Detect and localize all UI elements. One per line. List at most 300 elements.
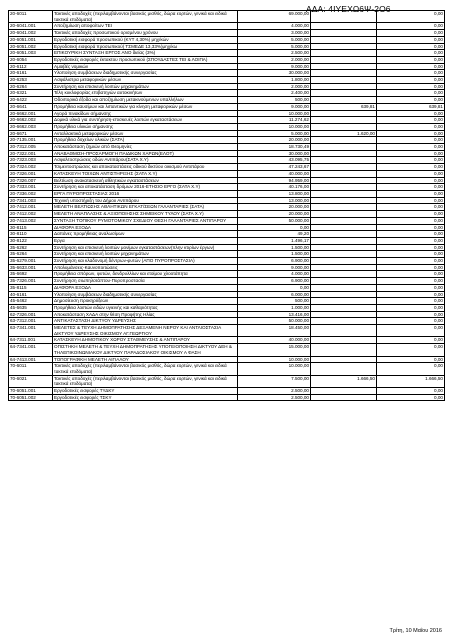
balance-cell: 0,00 bbox=[377, 231, 445, 238]
amount-cell: 50.000,00 bbox=[238, 318, 311, 325]
code-cell: 20-6054 bbox=[9, 56, 53, 63]
description-cell: Εργα bbox=[53, 237, 238, 244]
table-row bbox=[9, 204, 445, 211]
amount-cell: 10.000,00 bbox=[238, 356, 311, 363]
description-cell: Προμήθεια υλικών σήμανσης bbox=[53, 123, 238, 130]
balance-cell: 0,00 bbox=[377, 177, 445, 184]
balance-cell: 0,00 bbox=[377, 137, 445, 144]
code-cell: 20-6662.001 bbox=[9, 110, 53, 117]
code-cell: 64-7413.001 bbox=[9, 356, 53, 363]
balance-cell: 0,00 bbox=[377, 311, 445, 318]
amount-cell: 13.000,00 bbox=[238, 197, 311, 204]
description-cell: Οδοιπορικά έξοδα και αποζημίωση μετακινούμενων υπαλλήλων bbox=[53, 97, 238, 104]
balance-cell: 0,00 bbox=[377, 97, 445, 104]
code-cell: 20-7322.001 bbox=[9, 150, 53, 157]
code-cell: 20-7324.002 bbox=[9, 164, 53, 171]
code-cell: 35-6633.001 bbox=[9, 264, 53, 271]
amount-cell: 2.000,00 bbox=[238, 83, 311, 90]
paid-amount-cell bbox=[311, 123, 377, 130]
amount-cell: 3.000,00 bbox=[238, 30, 311, 37]
table-row bbox=[9, 298, 445, 305]
code-cell: 20-6321 bbox=[9, 90, 53, 97]
table-row bbox=[9, 11, 445, 23]
amount-cell: 6.900,00 bbox=[238, 278, 311, 285]
description-cell: Αμοιβές νομικών bbox=[53, 63, 238, 70]
amount-cell: 1.000,00 bbox=[238, 304, 311, 311]
balance-cell: 0,00 bbox=[377, 190, 445, 197]
paid-amount-cell bbox=[311, 217, 377, 224]
balance-cell: 0,00 bbox=[377, 50, 445, 57]
table-row bbox=[9, 363, 445, 375]
paid-amount-cell bbox=[311, 278, 377, 285]
description-cell: Δομικά υλικά για συντήρηση-επισκευές λοιπών εγκαταστάσεων bbox=[53, 117, 238, 124]
amount-cell: 4.000,00 bbox=[238, 23, 311, 30]
paid-amount-cell bbox=[311, 231, 377, 238]
balance-cell: 0,00 bbox=[377, 344, 445, 356]
code-cell: 45-6462 bbox=[9, 298, 53, 305]
table-row bbox=[9, 157, 445, 164]
paid-amount-cell bbox=[311, 251, 377, 258]
code-cell: 20-6264 bbox=[9, 83, 53, 90]
paid-amount-cell bbox=[311, 291, 377, 298]
amount-cell: 15.000,00 bbox=[238, 344, 311, 356]
table-row bbox=[9, 63, 445, 70]
table-row bbox=[9, 284, 445, 291]
paid-amount-cell bbox=[311, 150, 377, 157]
amount-cell: 20.000,00 bbox=[238, 137, 311, 144]
code-cell: 20-6051.001 bbox=[9, 36, 53, 43]
budget-table bbox=[8, 10, 445, 401]
paid-amount-cell bbox=[311, 63, 377, 70]
amount-cell: 6.000,00 bbox=[238, 291, 311, 298]
balance-cell: 0,00 bbox=[377, 244, 445, 251]
balance-cell: 0,00 bbox=[377, 123, 445, 130]
amount-cell: 30.000,00 bbox=[238, 150, 311, 157]
description-cell: ΕΡΓΑ ΠΥΡΟΠΡΟΣΤΑΣΙΑΣ 2016 bbox=[53, 190, 238, 197]
amount-cell: 5.000,00 bbox=[238, 43, 311, 50]
amount-cell: 5.000,00 bbox=[238, 36, 311, 43]
amount-cell: 2.500,00 bbox=[238, 388, 311, 395]
amount-cell: 10.000,00 bbox=[238, 123, 311, 130]
amount-cell: 4.000,00 bbox=[238, 271, 311, 278]
table-row bbox=[9, 50, 445, 57]
table-row bbox=[9, 311, 445, 318]
amount-cell: 6.900,00 bbox=[238, 258, 311, 265]
paid-amount-cell bbox=[311, 164, 377, 171]
paid-amount-cell bbox=[311, 137, 377, 144]
amount-cell: 18.450,00 bbox=[238, 325, 311, 337]
amount-cell: 1.500,00 bbox=[238, 251, 311, 258]
balance-cell: 0,00 bbox=[377, 217, 445, 224]
paid-amount-cell bbox=[311, 197, 377, 204]
paid-amount-cell bbox=[311, 298, 377, 305]
description-cell: ΕΠΙΚΟΥΡΙΚΗ ΣΥΝΤΑΞΗ ΕΡΓΟΣ ΑΝΟ διείας (3%) bbox=[53, 50, 238, 57]
table-row bbox=[9, 278, 445, 285]
amount-cell: 43.095,75 bbox=[238, 157, 311, 164]
table-row bbox=[9, 251, 445, 258]
description-cell: ΑΝΑΒΑΘΜΙΣΗ-ΠΡΟΣΑΡΜΟΓΗ ΠΑΙΔΙΚΩΝ ΧΑΡΩΝ(ΕΛΟΤ) bbox=[53, 150, 238, 157]
code-cell: 62-7326.001 bbox=[9, 311, 53, 318]
paid-amount-cell bbox=[311, 311, 377, 318]
paid-amount-cell bbox=[311, 224, 377, 231]
code-cell: 40-6161 bbox=[9, 291, 53, 298]
table-row bbox=[9, 117, 445, 124]
balance-cell: 0,00 bbox=[377, 258, 445, 265]
description-cell: Συντήρηση και κλαδονομή δέντρων-φυτών (ΑΠΟ ΠΥΡΟΠΡΟΣΤΑΣΙΑ) bbox=[53, 258, 238, 265]
balance-cell: 0,00 bbox=[377, 150, 445, 157]
balance-cell: 0,00 bbox=[377, 271, 445, 278]
balance-cell: 0,00 bbox=[377, 318, 445, 325]
paid-amount-cell: 1.620,00 bbox=[311, 130, 377, 137]
paid-amount-cell bbox=[311, 363, 377, 375]
paid-amount-cell bbox=[311, 56, 377, 63]
code-cell: 20-6011 bbox=[9, 11, 53, 23]
description-cell: Εργοδοτική εισφορά προσωπικού( ΤΣΜΕΔΕ 13,33%)μηχ/κω bbox=[53, 43, 238, 50]
balance-cell: 0,00 bbox=[377, 388, 445, 395]
balance-cell: 0,00 bbox=[377, 298, 445, 305]
paid-amount-cell bbox=[311, 36, 377, 43]
paid-amount-cell bbox=[311, 271, 377, 278]
table-row bbox=[9, 325, 445, 337]
balance-cell: 0,00 bbox=[377, 157, 445, 164]
amount-cell: 0,00 bbox=[238, 224, 311, 231]
balance-cell: 0,00 bbox=[377, 130, 445, 137]
code-cell: 70-6011 bbox=[9, 363, 53, 375]
paid-amount-cell bbox=[311, 264, 377, 271]
table-row bbox=[9, 258, 445, 265]
paid-amount-cell bbox=[311, 70, 377, 77]
paid-amount-cell bbox=[311, 23, 377, 30]
balance-cell: 0,00 bbox=[377, 363, 445, 375]
table-row bbox=[9, 344, 445, 356]
amount-cell: 500,00 bbox=[238, 97, 311, 104]
table-row bbox=[9, 56, 445, 63]
code-cell: 35-7326.001 bbox=[9, 278, 53, 285]
code-cell: 45-6635 bbox=[9, 304, 53, 311]
code-cell: 20-6253 bbox=[9, 77, 53, 84]
amount-cell: 9.000,00 bbox=[238, 264, 311, 271]
description-cell: Συντήρηση και αποκατάσταση δρόμων 2016-ΕΤΗΣΙΟ ΕΡΓΟ (ΣΑΤΑ Χ.Υ) bbox=[53, 184, 238, 191]
balance-cell: 0,00 bbox=[377, 224, 445, 231]
description-cell: Ασφάλιστρα μεταφορικών μέσων bbox=[53, 77, 238, 84]
code-cell: 20-7312.005 bbox=[9, 144, 53, 151]
code-cell: 63-7341.001 bbox=[9, 325, 53, 337]
code-cell: 20-6161 bbox=[9, 70, 53, 77]
table-row bbox=[9, 83, 445, 90]
paid-amount-cell bbox=[311, 284, 377, 291]
description-cell: Ασφαλτοστρώσεις οδών Αντιπάρου(ΣΑΤΑ Χ.Υ) bbox=[53, 157, 238, 164]
paid-amount-cell bbox=[311, 50, 377, 57]
code-cell: 20-7412.002 bbox=[9, 211, 53, 218]
code-cell: 20-7413.002 bbox=[9, 217, 53, 224]
code-cell: 20-7326.001 bbox=[9, 170, 53, 177]
table-row bbox=[9, 190, 445, 197]
description-cell: Τσιμεντοστρώσεις και αποκαταστάσεις οδικού δικτύου οικισμού Αντιπάρου bbox=[53, 164, 238, 171]
amount-cell: 20.000,00 bbox=[238, 211, 311, 218]
amount-cell: 47.243,67 bbox=[238, 164, 311, 171]
description-cell: ΚΑΤΑΣΚΕΥΗ ΤΟΙΧΩΝ ΑΝΤΙΣΤΗΡΙΞΗΣ (ΣΑΤΑ Χ.Υ) bbox=[53, 170, 238, 177]
code-cell: 70-6021 bbox=[9, 375, 53, 387]
description-cell: Τακτικές αποδοχές προσωπικού ορισμένου χρόνου bbox=[53, 30, 238, 37]
amount-cell: 500,00 bbox=[238, 298, 311, 305]
description-cell: Συντήρηση και επισκευή λοιπών μονίμων εγκαταστάσεων(πλην κτιρίων έργων) bbox=[53, 244, 238, 251]
balance-cell: 639,81 bbox=[377, 103, 445, 110]
code-cell: 20-6641 bbox=[9, 103, 53, 110]
paid-amount-cell bbox=[311, 30, 377, 37]
paid-amount-cell bbox=[311, 170, 377, 177]
paid-amount-cell bbox=[311, 244, 377, 251]
balance-cell: 0,00 bbox=[377, 251, 445, 258]
ada-code: ΑΔΑ: 4ΙΥΕΧΩ6Ψ-2Ο6 bbox=[306, 4, 391, 14]
paid-amount-cell bbox=[311, 325, 377, 337]
paid-amount-cell bbox=[311, 97, 377, 104]
paid-amount-cell bbox=[311, 11, 377, 23]
paid-amount-cell bbox=[311, 110, 377, 117]
balance-cell: 0,00 bbox=[377, 291, 445, 298]
paid-amount-cell bbox=[311, 344, 377, 356]
code-cell: 20-7341.003 bbox=[9, 197, 53, 204]
balance-cell: 0,00 bbox=[377, 43, 445, 50]
table-row bbox=[9, 237, 445, 244]
description-cell: ΟΠΙΣΤΗΚΗ ΜΕΛΕΤΗ & ΤΕΥΧΗ ΔΗΜΟΠΡΑΤΗΣΗΣ ΥΠΟΓΕΙΟΠΟΙΗΣΗ ΔΙΚΤΥΟΥ ΔΕΗ & ΤΗΛΕΠΙΚΟΙΝΩΝΙΑΚΟΥ ΔΙΚΤΥΟΥ ΠΑΡΑΔΟΣΙΑΚΟΥ ΟΙΚΙΣΜΟΥ Α ΦΑΣΗ bbox=[53, 344, 238, 356]
amount-cell: 2.500,00 bbox=[238, 50, 311, 57]
table-row bbox=[9, 394, 445, 401]
code-cell: 20-6041.002 bbox=[9, 30, 53, 37]
table-row bbox=[9, 90, 445, 97]
code-cell: 30-8110 bbox=[9, 231, 53, 238]
code-cell: 20-7135.001 bbox=[9, 137, 53, 144]
balance-cell: 0,00 bbox=[377, 164, 445, 171]
description-cell: Βελτίωση ανακατασκευή αθλητικών εγκαταστάσεων bbox=[53, 177, 238, 184]
amount-cell: 20.000,00 bbox=[238, 204, 311, 211]
description-cell: Τακτικές αποδοχές (περιλαμβάνονται βασικός μισθός, δώρα εορτών, γενικά και ειδικά τακτικά επιδόματα) bbox=[53, 363, 238, 375]
paid-amount-cell bbox=[311, 117, 377, 124]
code-cell: 70-6051.002 bbox=[9, 394, 53, 401]
description-cell: Εργοδοτικές εισφορές έκτακτου προσωπικού (ΣΠΟΥΔΑΣΤΕΣ ΤΕΙ & ΛΟΙΠΑ) bbox=[53, 56, 238, 63]
table-row bbox=[9, 356, 445, 363]
paid-amount-cell bbox=[311, 77, 377, 84]
description-cell: Τακτικές αποδοχές (περιλαμβάνονται βασικός μισθός, δώρα εορτών, γενικά και ειδικά τακτικά επιδόματα) bbox=[53, 11, 238, 23]
paid-amount-cell bbox=[311, 356, 377, 363]
paid-amount-cell bbox=[311, 144, 377, 151]
amount-cell: 1.800,00 bbox=[238, 77, 311, 84]
code-cell: 20-6662.003 bbox=[9, 123, 53, 130]
description-cell: Προμήθεια σπόρων, φυτών, δενδρυλλίων και ετοίμου χλοοτάπητα bbox=[53, 271, 238, 278]
amount-cell: 69.000,00 bbox=[238, 11, 311, 23]
description-cell: ΔΙΑΦΟΡΑ ΕΞΟΔΑ bbox=[53, 284, 238, 291]
paid-amount-cell bbox=[311, 211, 377, 218]
table-row bbox=[9, 36, 445, 43]
balance-cell: 0,00 bbox=[377, 184, 445, 191]
table-row bbox=[9, 224, 445, 231]
paid-amount-cell bbox=[311, 90, 377, 97]
balance-cell: 0,00 bbox=[377, 23, 445, 30]
description-cell: Αποκατάσταση ΧΑΔΑ στην θέση Προφήτης Ηλίας bbox=[53, 311, 238, 318]
balance-cell: 1.666,50 bbox=[377, 375, 445, 387]
table-row bbox=[9, 77, 445, 84]
balance-cell: 0,00 bbox=[377, 170, 445, 177]
amount-cell: 11.274,62 bbox=[238, 117, 311, 124]
description-cell: Συντήρηση και επισκευή λοιπών μηχανημάτων bbox=[53, 251, 238, 258]
balance-cell: 0,00 bbox=[377, 211, 445, 218]
amount-cell: 94.959,00 bbox=[238, 177, 311, 184]
balance-cell: 0,00 bbox=[377, 56, 445, 63]
paid-amount-cell bbox=[311, 258, 377, 265]
paid-amount-cell bbox=[311, 237, 377, 244]
balance-cell: 0,00 bbox=[377, 11, 445, 23]
amount-cell: 2.000,00 bbox=[238, 56, 311, 63]
code-cell: 20-6662.002 bbox=[9, 117, 53, 124]
paid-amount-cell bbox=[311, 184, 377, 191]
table-row bbox=[9, 211, 445, 218]
description-cell: Αποζημίωση αποφοίτων ΤΕΙ bbox=[53, 23, 238, 30]
code-cell: 20-6422 bbox=[9, 97, 53, 104]
paid-amount-cell bbox=[311, 337, 377, 344]
paid-amount-cell: 639,81 bbox=[311, 103, 377, 110]
paid-amount-cell: 1.666,50 bbox=[311, 375, 377, 387]
balance-cell: 0,00 bbox=[377, 304, 445, 311]
balance-cell: 0,00 bbox=[377, 90, 445, 97]
balance-cell: 0,00 bbox=[377, 337, 445, 344]
table-row bbox=[9, 271, 445, 278]
description-cell: ΜΕΛΕΤΗ ΑΝΑΠΛΑΣΗΣ & ΑΞΙΟΠΟΙΗΣΗΣ ΣΗΜΕΙΚΟΥ ΤΥΛΟΥ (ΣΑΤΑ Χ.Υ) bbox=[53, 211, 238, 218]
amount-cell: 30.000,00 bbox=[238, 70, 311, 77]
code-cell: 20-7326.007 bbox=[9, 177, 53, 184]
amount-cell: 40.000,00 bbox=[238, 170, 311, 177]
code-cell: 70-6051.001 bbox=[9, 388, 53, 395]
code-cell: 20-6051.003 bbox=[9, 50, 53, 57]
description-cell: Υλοποίηση συμβάσεων διαδημοτικής συνεργασίας bbox=[53, 70, 238, 77]
code-cell: 20-6051.002 bbox=[9, 43, 53, 50]
table-row bbox=[9, 110, 445, 117]
code-cell: 20-6671 bbox=[9, 130, 53, 137]
balance-cell: 0,00 bbox=[377, 144, 445, 151]
description-cell: Τεχνική υποστήριξη του Δήμου Αντιπάρου bbox=[53, 197, 238, 204]
table-row bbox=[9, 264, 445, 271]
description-cell: Συντήρηση και επισκευή λοιπών μηχανημάτων bbox=[53, 83, 238, 90]
balance-cell: 0,00 bbox=[377, 83, 445, 90]
table-row bbox=[9, 197, 445, 204]
paid-amount-cell bbox=[311, 177, 377, 184]
description-cell: Δημοσίευση προκηρύξεων bbox=[53, 298, 238, 305]
balance-cell: 0,00 bbox=[377, 70, 445, 77]
amount-cell: 2.500,00 bbox=[238, 394, 311, 401]
paid-amount-cell bbox=[311, 157, 377, 164]
balance-cell: 0,00 bbox=[377, 110, 445, 117]
balance-cell: 0,00 bbox=[377, 36, 445, 43]
paid-amount-cell bbox=[311, 204, 377, 211]
amount-cell: 5.000,00 bbox=[238, 130, 311, 137]
balance-cell: 0,00 bbox=[377, 117, 445, 124]
paid-amount-cell bbox=[311, 43, 377, 50]
table-row bbox=[9, 150, 445, 157]
code-cell: 20-7412.001 bbox=[9, 204, 53, 211]
code-cell: 30-8122 bbox=[9, 237, 53, 244]
table-row bbox=[9, 388, 445, 395]
paid-amount-cell bbox=[311, 388, 377, 395]
table-row bbox=[9, 318, 445, 325]
table-row bbox=[9, 137, 445, 144]
balance-cell: 0,00 bbox=[377, 63, 445, 70]
description-cell: Τακτικές αποδοχές (περιλαμβάνονται βασικός μισθός, δώρα εορτών, γενικά και ειδικά τακτικά επιδόματα) bbox=[53, 375, 238, 387]
amount-cell: 18.730,49 bbox=[238, 144, 311, 151]
footer-date: Τρίτη, 10 Μαΐου 2016 bbox=[389, 628, 442, 634]
paid-amount-cell bbox=[311, 304, 377, 311]
balance-cell: 0,00 bbox=[377, 325, 445, 337]
table-row bbox=[9, 375, 445, 387]
balance-cell: 0,00 bbox=[377, 197, 445, 204]
description-cell: Ανταλλακτικά μεταφορικών μέσων bbox=[53, 130, 238, 137]
code-cell: 20-7333.001 bbox=[9, 184, 53, 191]
description-cell: ΜΕΛΕΤΕΣ & ΤΕΥΧΗ ΔΗΜΟΠΡΑΤΗΣΗΣ ΔΕΞΑΜΕΝΗ ΝΕΡΟΥ ΚΑΙ ΑΝΤΛΙΟΣΤΑΣΙΑ ΔΙΚΤΥΟΥ ΥΔΡΕΥΣΗΣ ΟΙΚΙΣΜΟΥ ΑΓ.ΓΕΩΡΓΙΟΥ bbox=[53, 325, 238, 337]
balance-cell: 0,00 bbox=[377, 278, 445, 285]
code-cell: 35-6279.001 bbox=[9, 258, 53, 265]
amount-cell: 49,20 bbox=[238, 231, 311, 238]
balance-cell: 0,00 bbox=[377, 77, 445, 84]
code-cell: 35-6262 bbox=[9, 244, 53, 251]
amount-cell: 9.000,00 bbox=[238, 63, 311, 70]
balance-cell: 0,00 bbox=[377, 284, 445, 291]
amount-cell: 40.176,00 bbox=[238, 184, 311, 191]
description-cell: Προμήθεια καυσίμων και λιπαντικών για κίνηση μεταφορικών μέσων bbox=[53, 103, 238, 110]
paid-amount-cell bbox=[311, 394, 377, 401]
description-cell: Προμήθεια δοχείων υλικών (ΣΑΤΑ) bbox=[53, 137, 238, 144]
code-cell: 63-7312.001 bbox=[9, 318, 53, 325]
description-cell: Απολυμάνσεις-Καυνοποιτώσεις bbox=[53, 264, 238, 271]
amount-cell: 7.500,00 bbox=[238, 375, 311, 387]
code-cell: 64-7341.001 bbox=[9, 344, 53, 356]
description-cell: ΚΑΤΑΣΚΕΥΗ ΔΗΜΟΤΙΚΟΥ ΧΩΡΟΥ ΣΤΑΘΜΕΥΣΗΣ & ΑΝΤΙΠΑΡΟΥ bbox=[53, 337, 238, 344]
table-row bbox=[9, 217, 445, 224]
amount-cell: 0,00 bbox=[238, 284, 311, 291]
table-row bbox=[9, 144, 445, 151]
amount-cell: 10.000,00 bbox=[238, 110, 311, 117]
description-cell: ΣΥΝΤΑΞΗ ΤΟΠΙΚΟΥ ΡΥΜΟΤΟΜΙΚΟΥ ΣΧΕΔΙΟΥ ΘΕΣΗ ΓΑΛΑΝΤΑΡΙΕΣ ΑΝΤΙΠΑΡΟΥ bbox=[53, 217, 238, 224]
code-cell: 20-6041.001 bbox=[9, 23, 53, 30]
code-cell: 35-6692 bbox=[9, 271, 53, 278]
balance-cell: 0,00 bbox=[377, 237, 445, 244]
amount-cell: 50.000,00 bbox=[238, 217, 311, 224]
balance-cell: 0,00 bbox=[377, 264, 445, 271]
table-row bbox=[9, 103, 445, 110]
balance-cell: 0,00 bbox=[377, 204, 445, 211]
description-cell: Εργοδοτικές εισφορές ΤΥΔΚΥ bbox=[53, 388, 238, 395]
table-row bbox=[9, 23, 445, 30]
description-cell: Εργοδοτικές εισφορές ΤΣΚΥ bbox=[53, 394, 238, 401]
code-cell: 20-7336.002 bbox=[9, 190, 53, 197]
table-row bbox=[9, 30, 445, 37]
paid-amount-cell bbox=[311, 318, 377, 325]
table-row bbox=[9, 231, 445, 238]
description-cell: Υλοποίηση συμβάσεων διαδημοτικής συνεργασίας bbox=[53, 291, 238, 298]
amount-cell: 13.416,00 bbox=[238, 311, 311, 318]
code-cell: 35-6264 bbox=[9, 251, 53, 258]
code-cell: 20-7323.003 bbox=[9, 157, 53, 164]
description-cell: Αποκατάσταση ζημιών από Θεομηνίες bbox=[53, 144, 238, 151]
table-row bbox=[9, 244, 445, 251]
table-row bbox=[9, 291, 445, 298]
description-cell: Προμήθεια λοιπών ειδών υγιεινής και καθαριότητας bbox=[53, 304, 238, 311]
amount-cell: 1.500,00 bbox=[238, 244, 311, 251]
description-cell: Αγορά πινακίδων σήμανσης bbox=[53, 110, 238, 117]
description-cell: Συντήρηση σιωπηλοτάπτου-Πυροπροστασία bbox=[53, 278, 238, 285]
amount-cell: 1.496,17 bbox=[238, 237, 311, 244]
table-row bbox=[9, 170, 445, 177]
balance-cell: 0,00 bbox=[377, 356, 445, 363]
table-row bbox=[9, 184, 445, 191]
description-cell: ΔΙΑΦΟΡΑ ΕΞΟΔΑ bbox=[53, 224, 238, 231]
table-row bbox=[9, 304, 445, 311]
